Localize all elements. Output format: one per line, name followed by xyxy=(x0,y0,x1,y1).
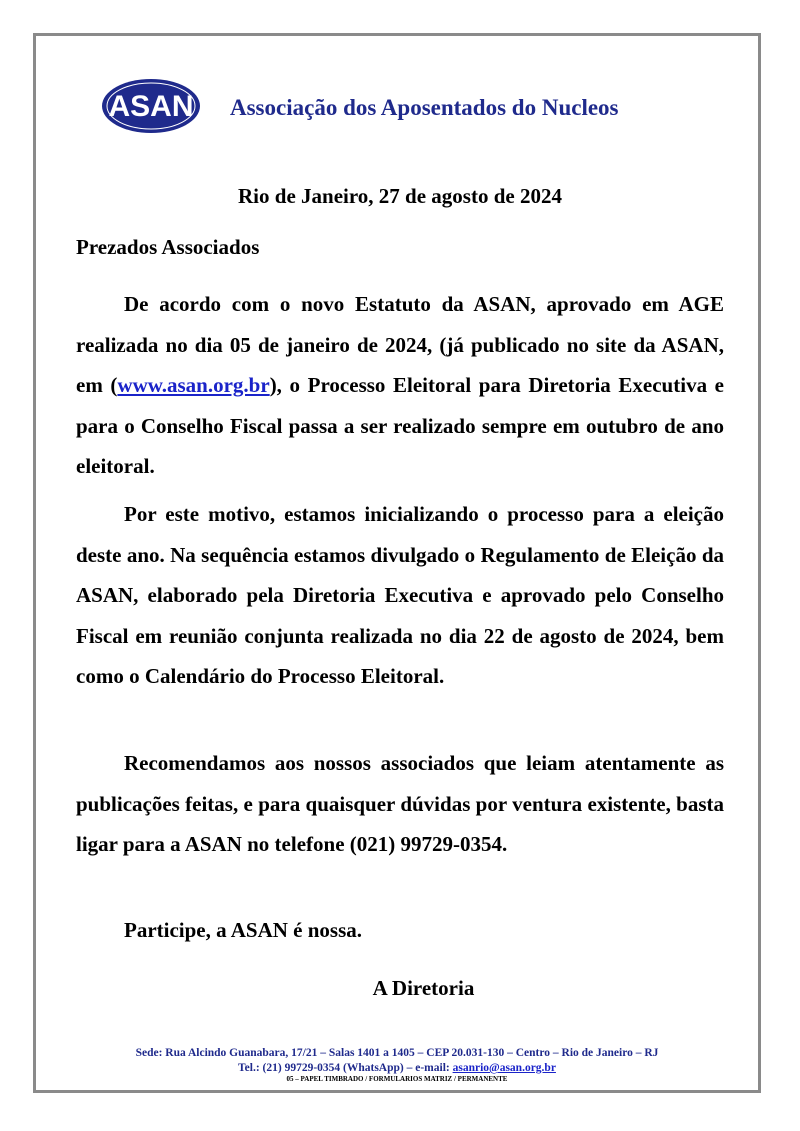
email-link[interactable]: asanrio@asan.org.br xyxy=(452,1062,556,1074)
signature: A Diretoria xyxy=(372,976,475,1000)
paragraph-1: De acordo com o novo Estatuto da ASAN, aprovado em AGE realizada no dia 05 de janeiro de 2024, (já publicado no site da ASAN, em (www.asan.org.br), o Processo Eleitoral para Diretoria Executiva e para o Conselho Fiscal passa a ser realizado sempre em outubro de ano eleitoral. xyxy=(76,292,724,478)
asan-logo xyxy=(101,78,201,134)
website-link[interactable]: www.asan.org.br xyxy=(117,373,270,397)
footer-form-code: 05 – PAPEL TIMBRADO / FORMULARIOS MATRIZ / PERMANENTE xyxy=(286,1075,508,1083)
letterhead xyxy=(70,78,730,142)
paragraph-4: Participe, a ASAN é nossa. xyxy=(124,918,362,942)
letter-date: Rio de Janeiro, 27 de agosto de 2024 xyxy=(238,184,562,208)
footer-address: Sede: Rua Alcindo Guanabara, 17/21 – Salas 1401 a 1405 – CEP 20.031-130 – Centro – Rio de Janeiro – RJ xyxy=(135,1047,659,1059)
svg-text:ASAN: ASAN xyxy=(108,90,194,123)
letter-greeting: Prezados Associados xyxy=(76,235,260,259)
footer-contact: Tel.: (21) 99729-0354 (WhatsApp) – e-mail: asanrio@asan.org.br xyxy=(238,1062,556,1074)
footer xyxy=(36,1045,758,1084)
organization-name: Associação dos Aposentados do Nucleos xyxy=(230,95,619,120)
paragraph-3: Recomendamos aos nossos associados que leiam atentamente as publicações feitas, e para quaisquer dúvidas por ventura existente, basta ligar para a ASAN no telefone (021) 99729-0354. xyxy=(76,751,724,856)
paragraph-2: Por este motivo, estamos inicializando o processo para a eleição deste ano. Na sequência estamos divulgado o Regulamento de Eleição da ASAN, elaborado pela Diretoria Executiva e aprovado pelo Conselho Fiscal em reunião conjunta realizada no dia 22 de agosto de 2024, bem como o Calendário do Processo Eleitoral. xyxy=(76,502,724,688)
